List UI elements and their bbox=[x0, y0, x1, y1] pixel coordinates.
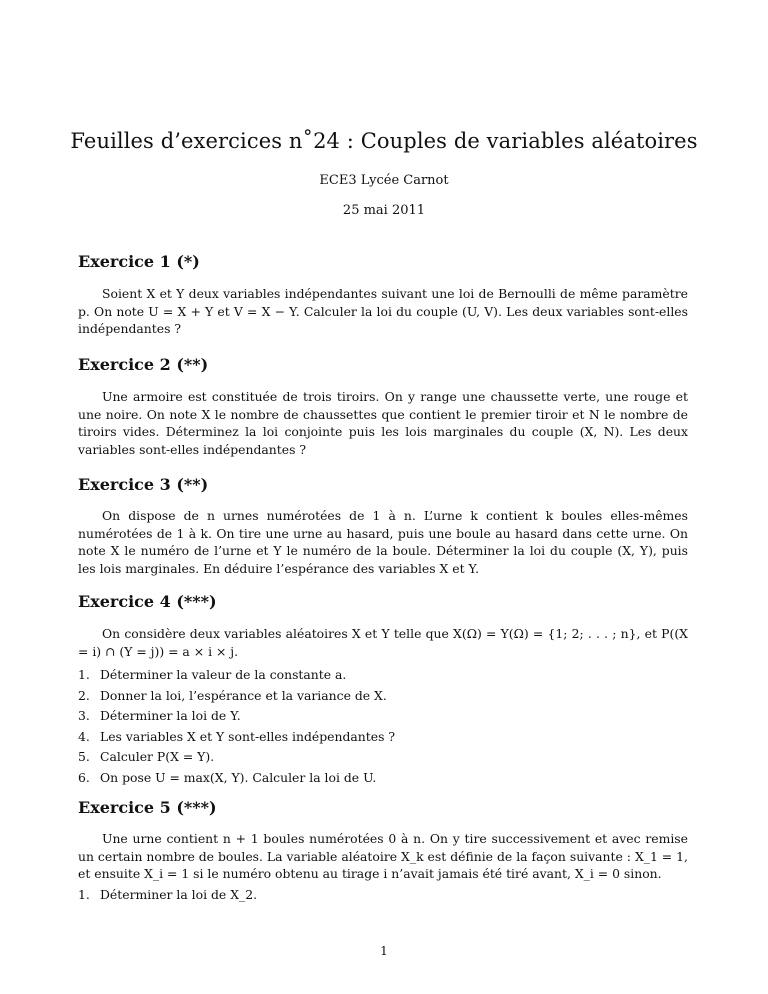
document-date: 25 mai 2011 bbox=[342, 203, 426, 218]
item-number: 5. bbox=[78, 749, 90, 764]
document-title: Feuilles d’exercices n˚24 : Couples de variables aléatoires bbox=[70, 129, 698, 153]
item-number: 3. bbox=[78, 708, 90, 723]
question-text: Donner la loi, l’espérance et la variance de X. bbox=[100, 687, 387, 703]
exercise-5-question-list bbox=[78, 885, 688, 906]
list-item bbox=[78, 706, 688, 727]
item-number: 1. bbox=[78, 887, 90, 902]
list-item bbox=[78, 665, 688, 686]
item-number: 1. bbox=[78, 667, 90, 682]
exercise-2-text: Une armoire est constituée de trois tiroirs. On y range une chaussette verte, une rouge et une noire. On note X le nombre de chaussettes que contient le premier tiroir et N le nombre de tiroirs vides. Déterminez la loi conjointe puis les lois marginales du couple (X, N). Les deux variables sont-elles indépendantes ? bbox=[78, 389, 688, 457]
exercise-4-heading: Exercice 4 (***) bbox=[78, 592, 217, 611]
exercise-2-heading: Exercice 2 (**) bbox=[78, 355, 209, 374]
question-text: Déterminer la loi de Y. bbox=[100, 708, 241, 723]
item-number: 2. bbox=[78, 687, 90, 703]
item-number: 6. bbox=[78, 769, 90, 785]
exercise-4-question-list bbox=[78, 665, 688, 788]
exercise-1-text: Soient X et Y deux variables indépendantes suivant une loi de Bernoulli de même paramètre p. On note U = X + Y et V = X − Y. Calculer la loi du couple (U, V). Les deux variables sont-elles indépendantes ? bbox=[78, 286, 688, 337]
item-number: 4. bbox=[78, 728, 90, 744]
page-number: 1 bbox=[380, 944, 388, 958]
list-item bbox=[78, 727, 688, 748]
exercise-1-heading: Exercice 1 (*) bbox=[78, 252, 200, 271]
exercise-3-heading: Exercice 3 (**) bbox=[78, 475, 209, 494]
exercise-5-heading: Exercice 5 (***) bbox=[78, 798, 217, 817]
exercise-5-text: Une urne contient n + 1 boules numérotées 0 à n. On y tire successivement et avec remise un certain nombre de boules. La variable aléatoire X_k est définie de la façon suivante : X_1 = 1, et ensuite X_i = 1 si le numéro obtenu au tirage i n’avait jamais été tiré avant, X_i = 0 sinon. bbox=[78, 831, 688, 882]
exercise-3-text: On dispose de n urnes numérotées de 1 à n. L’urne k contient k boules elles-mêmes numérotées de 1 à k. On tire une urne au hasard, puis une boule au hasard dans cette urne. On note X le numéro de l’urne et Y le numéro de la boule. Déterminer la loi du couple (X, Y), puis les lois marginales. En déduire l’espérance des variables X et Y. bbox=[78, 508, 688, 576]
exercise-4-text: On considère deux variables aléatoires X et Y telle que X(Ω) = Y(Ω) = {1; 2; . . . ; n}, et P((X = i) ∩ (Y = j)) = a × i × j. bbox=[78, 626, 688, 659]
question-text: On pose U = max(X, Y). Calculer la loi de U. bbox=[100, 769, 377, 785]
list-item bbox=[78, 747, 688, 768]
document-author: ECE3 Lycée Carnot bbox=[319, 173, 449, 188]
question-text: Calculer P(X = Y). bbox=[100, 749, 215, 764]
list-item bbox=[78, 885, 688, 906]
list-item bbox=[78, 768, 688, 789]
question-text: Les variables X et Y sont-elles indépendantes ? bbox=[100, 728, 396, 744]
question-text: Déterminer la valeur de la constante a. bbox=[100, 667, 347, 682]
list-item bbox=[78, 686, 688, 707]
question-text: Déterminer la loi de X_2. bbox=[100, 887, 258, 902]
